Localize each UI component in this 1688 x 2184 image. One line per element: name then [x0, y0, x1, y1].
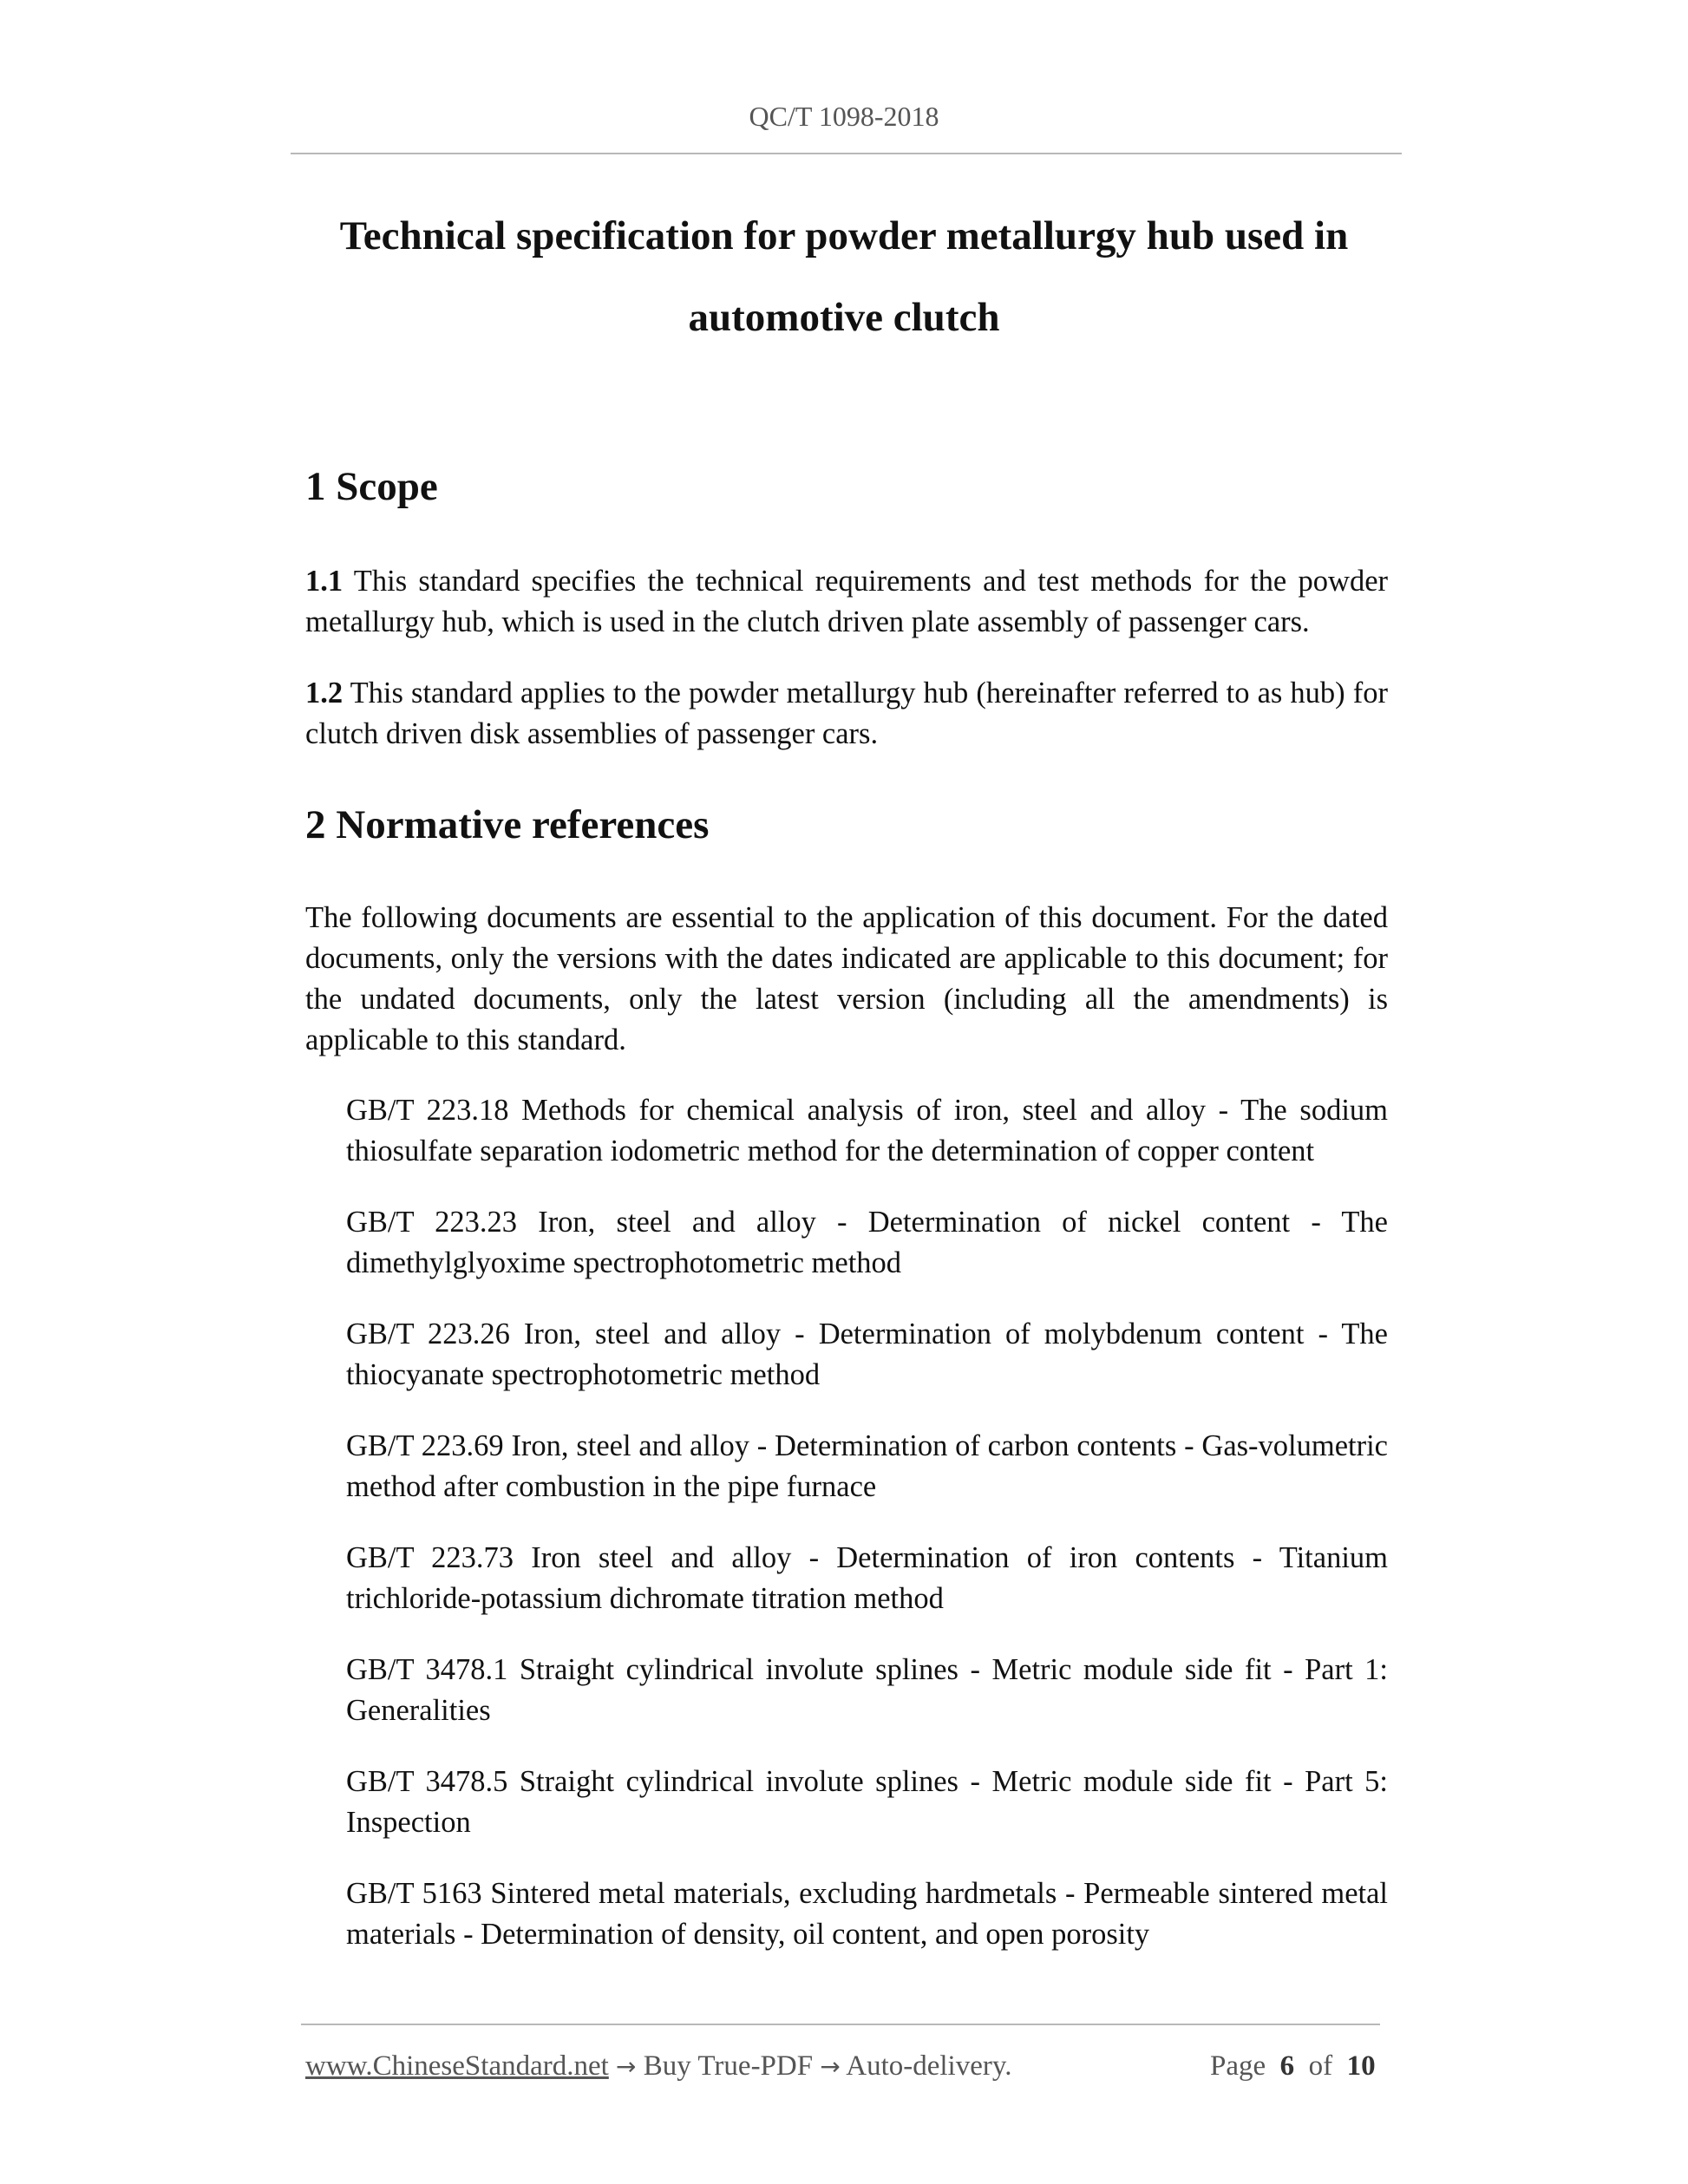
arrow-right-icon: → — [616, 2052, 637, 2081]
page-total: 10 — [1346, 2050, 1376, 2082]
page-indicator — [1210, 2045, 1376, 2087]
header-divider — [291, 153, 1402, 154]
page-current: 6 — [1279, 2050, 1295, 2082]
page-of-label: of — [1308, 2050, 1333, 2082]
reference-item: GB/T 3478.1 Straight cylindrical involute splines - Metric module side fit - Part 1: Generalities — [346, 1653, 1388, 1727]
arrow-right-icon: → — [820, 2052, 841, 2081]
footer-divider — [301, 2024, 1380, 2025]
footer-promo — [305, 2045, 1011, 2088]
clause-1-2-text: This standard applies to the powder metallurgy hub (hereinafter referred to as hub) for clutch driven disk assemblies of passenger cars. — [305, 677, 1388, 750]
clause-1-1 — [305, 561, 1388, 643]
reference-item: GB/T 223.73 Iron steel and alloy - Determination of iron contents - Titanium trichloride-potassium dichromate titration method — [346, 1541, 1388, 1615]
page-label: Page — [1210, 2050, 1266, 2082]
clause-1-1-number: 1.1 — [305, 565, 343, 598]
reference-item: GB/T 223.23 Iron, steel and alloy - Determination of nickel content - The dimethylglyoxime spectrophotometric method — [346, 1206, 1388, 1279]
reference-item: GB/T 223.26 Iron, steel and alloy - Determination of molybdenum content - The thiocyanate spectrophotometric method — [346, 1318, 1388, 1391]
clause-1-2-number: 1.2 — [305, 677, 343, 709]
clause-1-2 — [305, 673, 1388, 755]
reference-item: GB/T 5163 Sintered metal materials, excluding hardmetals - Permeable sintered metal materials - Determination of density, oil content, and open porosity — [346, 1877, 1388, 1951]
section-2-intro: The following documents are essential to the application of this document. For the dated documents, only the versions with the dates indicated are applicable to this document; for the undated documents, only the latest version (including all the amendments) is applicable to this standard. — [305, 901, 1388, 1056]
document-title — [260, 195, 1428, 358]
document-title-line-1: Technical specification for powder metallurgy hub used in — [339, 213, 1349, 258]
reference-item: GB/T 3478.5 Straight cylindrical involute splines - Metric module side fit - Part 5: Inspection — [346, 1765, 1388, 1839]
reference-item: GB/T 223.69 Iron, steel and alloy - Determination of carbon contents - Gas-volumetric method after combustion in the pipe furnace — [346, 1429, 1388, 1503]
footer-delivery-text: Auto-delivery. — [846, 2050, 1012, 2082]
section-1-heading: 1 Scope — [305, 464, 438, 509]
reference-item: GB/T 223.18 Methods for chemical analysis of iron, steel and alloy - The sodium thiosulfate separation iodometric method for the determination of copper content — [346, 1094, 1388, 1167]
header-doc-code: QC/T 1098-2018 — [749, 101, 939, 132]
footer-website-link[interactable]: www.ChineseStandard.net — [305, 2050, 609, 2082]
clause-1-1-text: This standard specifies the technical requirements and test methods for the powder metallurgy hub, which is used in the clutch driven plate assembly of passenger cars. — [305, 565, 1388, 638]
document-title-line-2: automotive clutch — [688, 295, 1000, 340]
section-2-heading: 2 Normative references — [305, 802, 710, 847]
footer-buy-text: Buy True-PDF — [643, 2050, 814, 2082]
